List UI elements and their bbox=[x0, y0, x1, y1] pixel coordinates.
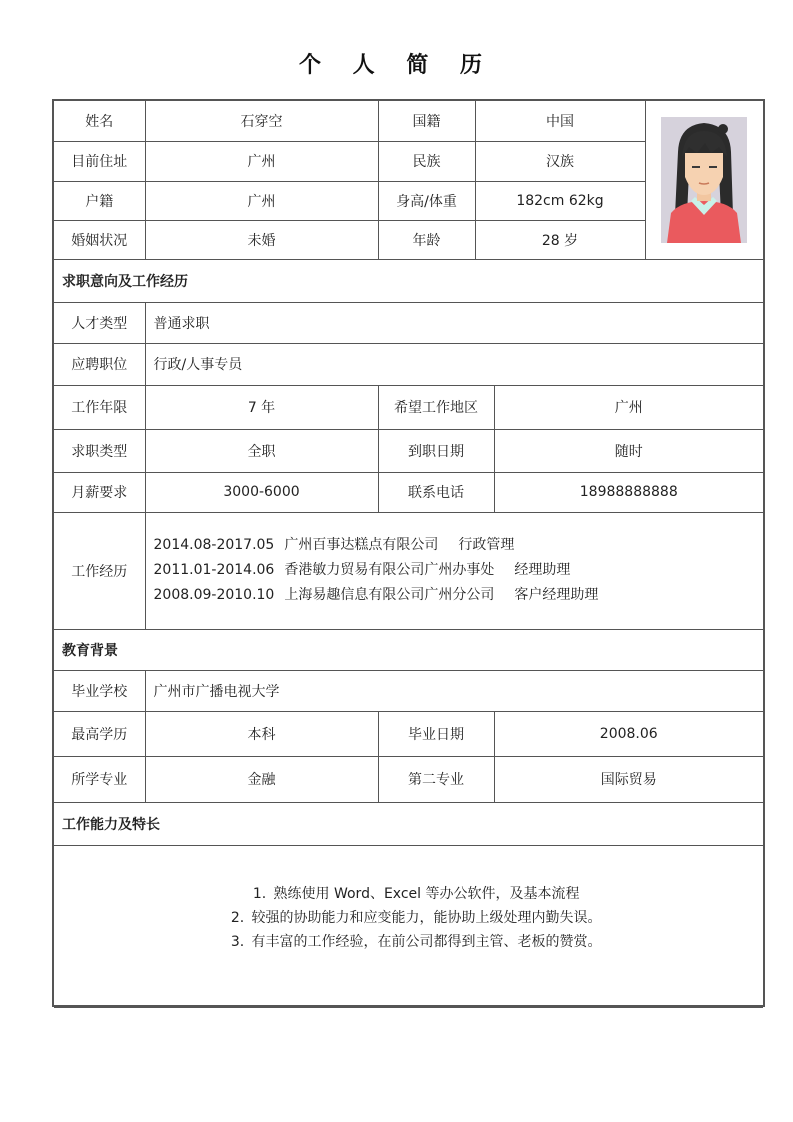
experience-period: 2008.09-2010.10 bbox=[153, 587, 275, 603]
major-label: 所学专业 bbox=[54, 756, 145, 802]
experience-role: 客户经理助理 bbox=[514, 587, 599, 603]
degree-value: 本科 bbox=[145, 711, 378, 756]
position-label: 应聘职位 bbox=[54, 343, 145, 385]
experience-company: 上海易趣信息有限公司广州分公司 bbox=[284, 587, 495, 603]
salary-label: 月薪要求 bbox=[54, 472, 145, 512]
experience-company: 广州百事达糕点有限公司 bbox=[284, 537, 439, 553]
start-date-value: 随时 bbox=[494, 429, 763, 472]
phone-value: 18988888888 bbox=[494, 472, 763, 512]
job-type-label: 求职类型 bbox=[54, 429, 145, 472]
education-section-title: 教育背景 bbox=[54, 629, 763, 670]
age-value: 28 岁 bbox=[475, 220, 645, 259]
skills-list bbox=[54, 845, 763, 1007]
address-value: 广州 bbox=[145, 141, 378, 181]
height-weight-value: 182cm 62kg bbox=[475, 181, 645, 220]
address-label: 目前住址 bbox=[54, 141, 145, 181]
job-section-title: 求职意向及工作经历 bbox=[54, 259, 763, 302]
phone-label: 联系电话 bbox=[378, 472, 494, 512]
skill-number: 3. bbox=[230, 933, 245, 950]
years-value: 7 年 bbox=[145, 385, 378, 429]
experience-company: 香港敏力贸易有限公司广州办事处 bbox=[284, 562, 495, 578]
marital-value: 未婚 bbox=[145, 220, 378, 259]
skill-item bbox=[54, 906, 763, 930]
school-value: 广州市广播电视大学 bbox=[145, 670, 763, 711]
skill-number: 1. bbox=[252, 885, 267, 902]
school-label: 毕业学校 bbox=[54, 670, 145, 711]
hukou-label: 户籍 bbox=[54, 181, 145, 220]
nationality-value: 中国 bbox=[475, 101, 645, 141]
talent-type-label: 人才类型 bbox=[54, 302, 145, 343]
ethnicity-label: 民族 bbox=[378, 141, 475, 181]
degree-label: 最高学历 bbox=[54, 711, 145, 756]
experience-item bbox=[154, 558, 764, 583]
experience-role: 行政管理 bbox=[458, 537, 515, 553]
job-type-value: 全职 bbox=[145, 429, 378, 472]
skill-text: 有丰富的工作经验，在前公司都得到主管、老板的赞赏。 bbox=[251, 933, 602, 950]
skill-item bbox=[54, 930, 763, 954]
resume-table bbox=[54, 101, 763, 1008]
resume-form bbox=[52, 99, 765, 1007]
experience-item bbox=[154, 583, 764, 608]
experience-period: 2011.01-2014.06 bbox=[153, 562, 275, 578]
page-title: 个 人 简 历 bbox=[299, 53, 494, 78]
name-value: 石穿空 bbox=[145, 101, 378, 141]
start-date-label: 到职日期 bbox=[378, 429, 494, 472]
nationality-label: 国籍 bbox=[378, 101, 475, 141]
position-value: 行政/人事专员 bbox=[145, 343, 763, 385]
minor-label: 第二专业 bbox=[378, 756, 494, 802]
skill-text: 较强的协助能力和应变能力，能协助上级处理内勤失误。 bbox=[251, 909, 602, 926]
years-label: 工作年限 bbox=[54, 385, 145, 429]
height-weight-label: 身高/体重 bbox=[378, 181, 475, 220]
experience-list bbox=[145, 512, 763, 629]
skill-text: 熟练使用 Word、Excel 等办公软件，及基本流程 bbox=[273, 885, 580, 902]
talent-type-value: 普通求职 bbox=[145, 302, 763, 343]
skills-section-title: 工作能力及特长 bbox=[54, 802, 763, 845]
marital-label: 婚姻状况 bbox=[54, 220, 145, 259]
salary-value: 3000-6000 bbox=[145, 472, 378, 512]
major-value: 金融 bbox=[145, 756, 378, 802]
experience-period: 2014.08-2017.05 bbox=[153, 537, 275, 553]
photo-cell bbox=[645, 101, 763, 259]
experience-role: 经理助理 bbox=[514, 562, 571, 578]
hukou-value: 广州 bbox=[145, 181, 378, 220]
experience-label: 工作经历 bbox=[54, 512, 145, 629]
age-label: 年龄 bbox=[378, 220, 475, 259]
avatar bbox=[661, 117, 747, 243]
location-value: 广州 bbox=[494, 385, 763, 429]
experience-item bbox=[154, 533, 764, 558]
skill-item bbox=[54, 882, 763, 906]
ethnicity-value: 汉族 bbox=[475, 141, 645, 181]
minor-value: 国际贸易 bbox=[494, 756, 763, 802]
skill-number: 2. bbox=[230, 909, 245, 926]
name-label: 姓名 bbox=[54, 101, 145, 141]
location-label: 希望工作地区 bbox=[378, 385, 494, 429]
grad-date-value: 2008.06 bbox=[494, 711, 763, 756]
grad-date-label: 毕业日期 bbox=[378, 711, 494, 756]
